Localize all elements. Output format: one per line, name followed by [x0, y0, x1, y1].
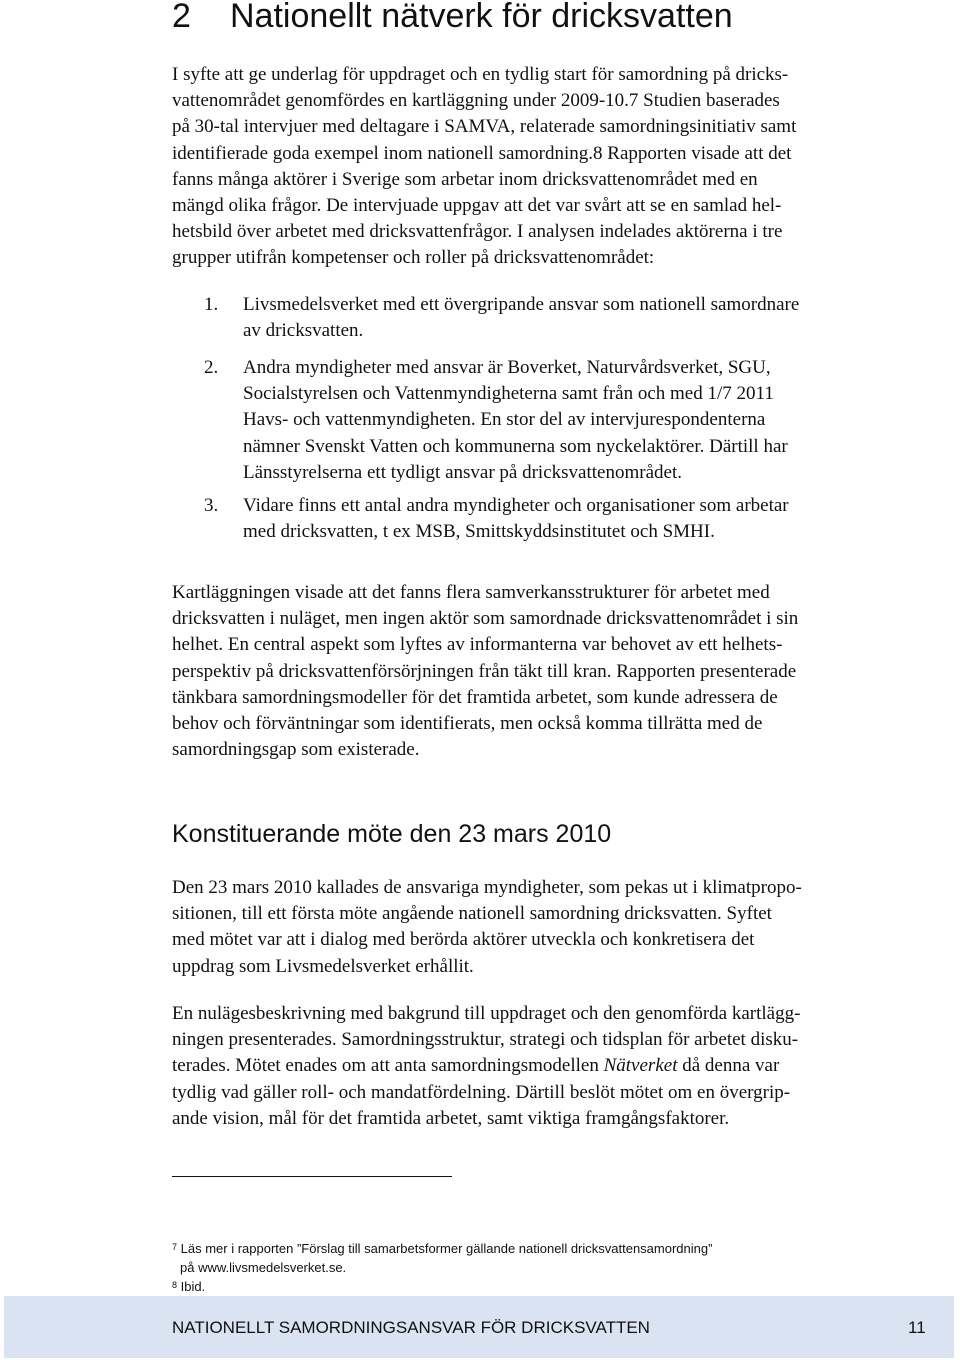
footnote-marker: 8 [172, 1280, 178, 1290]
list-marker: 3. [204, 495, 219, 516]
status-paragraph [172, 1001, 932, 1132]
list-item-line: Andra myndigheter med ansvar är Boverket, Naturvårdsverket, SGU, [243, 357, 771, 378]
list-item-text [243, 355, 933, 486]
findings-line: perspektiv på dricksvattenförsörjningen från täkt till kran. Rapporten presenterade [172, 660, 797, 682]
list-item-text [243, 493, 933, 545]
model-name-emphasis: Nätverket [603, 1055, 678, 1077]
list-marker: 2. [204, 357, 219, 378]
status-line: En nulägesbeskrivning med bakgrund till uppdraget och den genomförda kartlägg- [172, 1003, 801, 1024]
list-item-line: Socialstyrelsen och Vattenmyndigheterna samt från och med 1/7 2011 [243, 383, 774, 405]
intro-line: mängd olika frågor. De intervjuade uppgav att det var svårt att se en samlad hel- [172, 195, 782, 217]
status-line: ningen presenterades. Samordningsstruktur, strategi och tidsplan för arbetet disku- [172, 1029, 799, 1051]
status-line: tydlig vad gäller roll- och mandatfördelning. Därtill beslöt mötet om en övergrip- [172, 1081, 791, 1103]
footnote-separator [172, 1176, 452, 1177]
list-marker: 1. [204, 294, 219, 315]
footnote-text: Läs mer i rapporten ”Förslag till samarbetsformer gällande nationell dricksvattensamordning” [180, 1241, 713, 1256]
list-item-line: med dricksvatten, t ex MSB, Smittskyddsinstitutet och SMHI. [243, 521, 715, 543]
footnote-8 [172, 1278, 205, 1296]
intro-line: identifierade goda exempel inom nationell samordning.8 Rapporten visade att det [172, 142, 792, 164]
intro-line: på 30-tal intervjuer med deltagare i SAMVA, relaterade samordningsinitiativ samt [172, 116, 797, 138]
status-line [172, 1053, 932, 1079]
intro-line: I syfte att ge underlag för uppdraget och en tydlig start för samordning på dricks- [172, 64, 789, 85]
status-line-text: terades. Mötet enades om att anta samordningsmodellen [172, 1055, 604, 1077]
meeting-line: uppdrag som Livsmedelsverket erhållit. [172, 955, 474, 977]
list-item-line: Vidare finns ett antal andra myndigheter och organisationer som arbetar [243, 495, 789, 516]
list-item-line: Livsmedelsverket med ett övergripande ansvar som nationell samordnare [243, 294, 800, 315]
chapter-title: Nationellt nätverk för dricksvatten [230, 0, 733, 35]
list-item-line: Länsstyrelserna ett tydligt ansvar på dricksvattenområdet. [243, 461, 682, 483]
footnote-marker: 7 [172, 1242, 178, 1252]
findings-line: helhet. En central aspekt som lyftes av informanterna var behovet av ett helhets- [172, 634, 783, 656]
meeting-line: med mötet var att i dialog med berörda aktörer utveckla och konkretisera det [172, 929, 755, 951]
footnote-text: Ibid. [180, 1279, 206, 1294]
meeting-paragraph [172, 875, 932, 980]
page-footer [4, 1296, 954, 1358]
meeting-line: sitionen, till ett första möte angående nationell samordning dricksvatten. Syftet [172, 903, 772, 925]
intro-line: grupper utifrån kompetenser och roller på dricksvattenområdet: [172, 247, 655, 269]
intro-line: vattenområdet genomfördes en kartläggning under 2009-10.7 Studien baserades [172, 90, 780, 112]
list-item-line: av dricksvatten. [243, 320, 364, 342]
findings-line: samordningsgap som existerade. [172, 739, 420, 761]
footnote-7 [172, 1240, 712, 1258]
status-line: ande vision, mål för det framtida arbetet, samt viktiga framgångsfaktorer. [172, 1107, 730, 1129]
list-item-line: Havs- och vattenmyndigheten. En stor del av intervjurespondenterna [243, 409, 766, 431]
findings-line: dricksvatten i nuläget, men ingen aktör som samordnade dricksvattenområdet i sin [172, 608, 799, 630]
footnote-7-continuation [180, 1259, 346, 1277]
meeting-line: Den 23 mars 2010 kallades de ansvariga myndigheter, som pekas ut i klimatpropo- [172, 877, 802, 898]
list-item-line: nämner Svenskt Vatten och kommunerna som nyckelaktörer. Därtill har [243, 435, 788, 457]
findings-line: Kartläggningen visade att det fanns flera samverkansstrukturer för arbetet med [172, 582, 770, 603]
intro-paragraph [172, 62, 932, 272]
intro-line: hetsbild över arbetet med dricksvattenfrågor. I analysen indelades aktörerna i tre [172, 221, 783, 243]
footnote-text: på www.livsmedelsverket.se. [180, 1260, 347, 1275]
page-number: 11 [908, 1318, 926, 1337]
status-line-text: då denna var [677, 1055, 780, 1077]
findings-line: behov och förväntningar som identifierats, men också komma tillrätta med de [172, 713, 763, 735]
chapter-number: 2 [172, 0, 191, 35]
findings-line: tänkbara samordningsmodeller för det framtida arbetet, som kunde adressera de [172, 686, 778, 708]
list-item-text [243, 292, 933, 344]
footer-title: NATIONELLT SAMORDNINGSANSVAR FÖR DRICKSVATTEN [172, 1318, 650, 1337]
intro-line: fanns många aktörer i Sverige som arbetar inom dricksvattenområdet med en [172, 168, 758, 190]
findings-paragraph [172, 580, 932, 763]
section-heading: Konstituerande möte den 23 mars 2010 [172, 820, 612, 848]
